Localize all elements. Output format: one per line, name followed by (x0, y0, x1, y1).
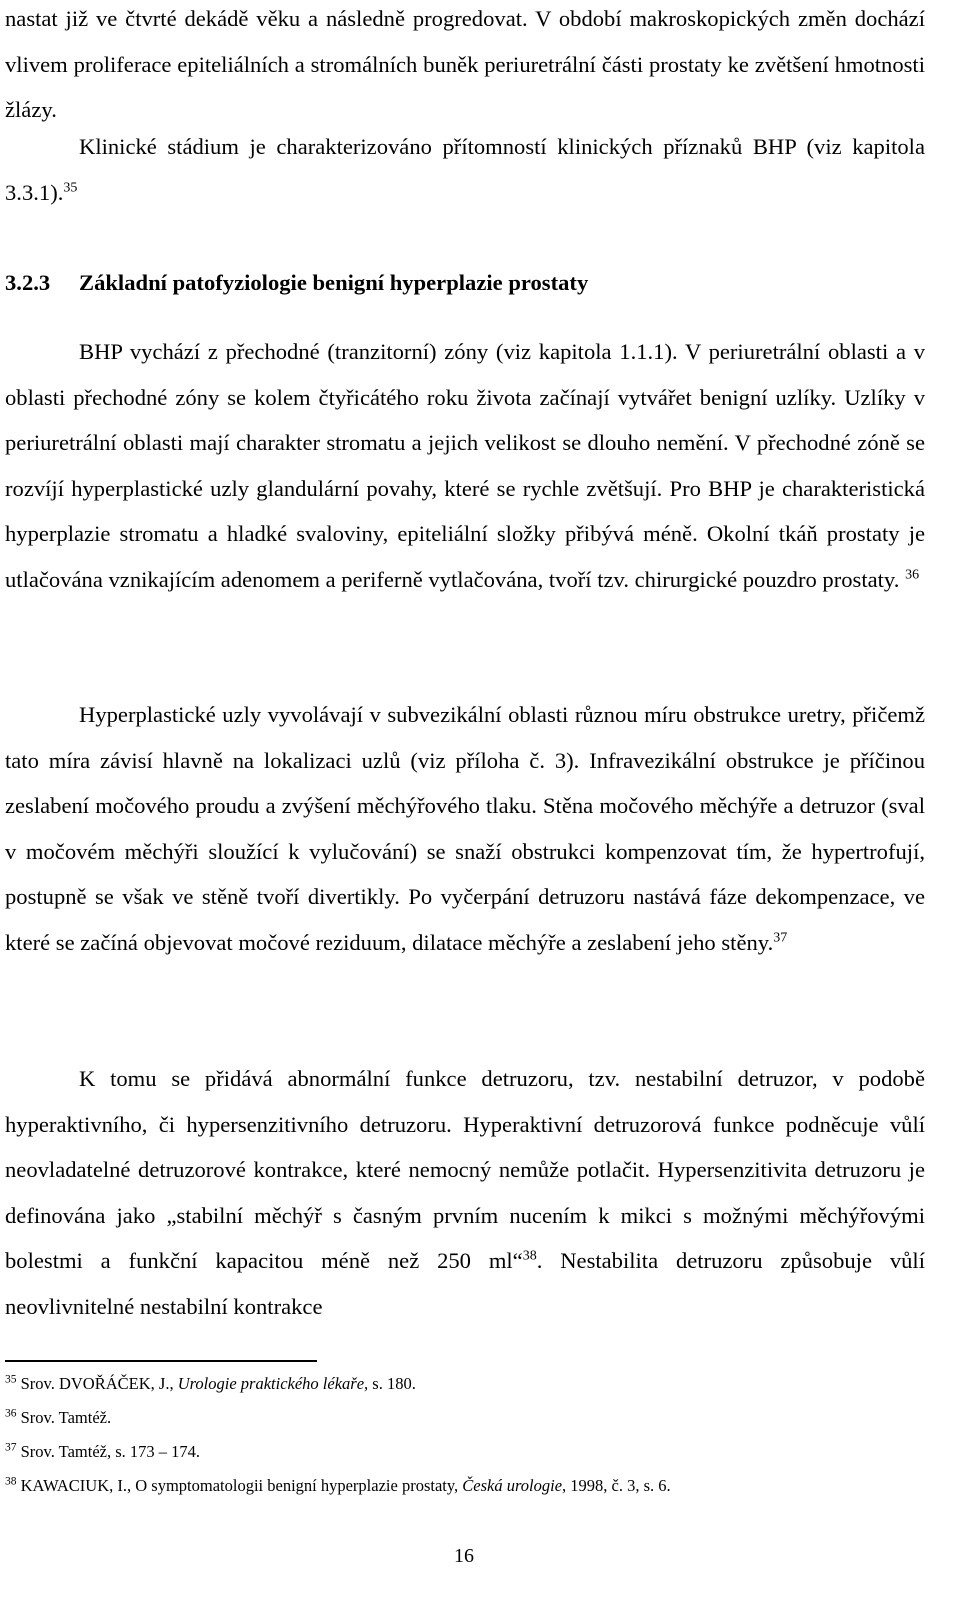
paragraph-text: Hyperplastické uzly vyvolávají v subvezikální oblasti různou míru obstrukce uretry, přičemž tato míra závisí hlavně na lokalizaci uzlů (viz příloha č. 3). Infravezikální obstrukce je příčinou zeslabení močového proudu a zvýšení měchýřového tlaku. Stěna močového měchýře a detruzor (sval v močovém měchýři sloužící k vylučování) se snaží obstrukci kompenzovat tím, že hypertrofují, postupně se však ve stěně tvoří divertikly. Po vyčerpání detruzoru nastává fáze dekompenzace, ve které se začíná objevovat močové reziduum, dilatace měchýře a zeslabení jeho stěny. (5, 702, 925, 955)
paragraph-text: BHP vychází z přechodné (tranzitorní) zóny (viz kapitola 1.1.1). V periuretrální oblasti a v oblasti přechodné zóny se kolem čtyřicátého roku života začínají vytvářet benigní uzlíky. Uzlíky v periuretrální oblasti mají charakter stromatu a jejich velikost se dlouho nemění. V přechodné zóně se rozvíjí hyperplastické uzly glandulární povahy, které se rychle zvětšují. Pro BHP je charakteristická hyperplazie stromatu a hladké svaloviny, epiteliální složky přibývá méně. Okolní tkáň prostaty je utlačována vznikajícím adenomem a periferně vytlačována, tvoří tzv. chirurgické pouzdro prostaty. (5, 339, 925, 592)
section-number: 3.2.3 (5, 270, 51, 295)
footnote-reference[interactable]: 36 (905, 566, 920, 582)
footnote-title: Urologie praktického lékaře, (177, 1374, 369, 1393)
footnote-item (5, 1469, 925, 1503)
paragraph-clinical-stage (5, 124, 925, 215)
footnote-reference[interactable]: 38 (522, 1248, 537, 1264)
footnote-text: KAWACIUK, I., O symptomatologii benigní hyperplazie prostaty, (20, 1476, 463, 1495)
footnote-separator (5, 1360, 317, 1362)
paragraph-text: Klinické stádium je charakterizováno přítomností klinických příznaků BHP (viz kapitola 3.3.1). (5, 134, 925, 205)
paragraph-text: K tomu se přidává abnormální funkce detruzoru, tzv. nestabilní detruzor, v podobě hyperaktivního, či hypersenzitivního detruzoru. Hyperaktivní detruzorová funkce podněcuje vůlí neovladatelné detruzorové kontrakce, které nemocný nemůže potlačit. Hypersenzitivita detruzoru je definována jako „stabilní měchýř s časným prvním nucením k mikci s možnými měchýřovými bolestmi a funkční kapacitou méně než 250 ml“ (5, 1066, 925, 1273)
footnote-text: Srov. Tamtéž, s. 173 – 174. (20, 1442, 201, 1461)
footnote-item (5, 1401, 925, 1435)
footnote-title: Česká urologie (462, 1476, 563, 1495)
footnote-number: 36 (5, 1407, 17, 1420)
section-heading (5, 268, 588, 298)
footnotes (5, 1367, 925, 1503)
paragraph-obstruction (5, 692, 925, 965)
section-title: Základní patofyziologie benigní hyperplazie prostaty (79, 270, 589, 295)
footnote-item (5, 1367, 925, 1401)
paragraph-bhp-origin (5, 329, 925, 602)
paragraph-detrusor (5, 1056, 925, 1329)
footnote-reference[interactable]: 35 (63, 179, 78, 195)
footnote-text: , 1998, č. 3, s. 6. (562, 1476, 671, 1495)
page-number: 16 (454, 1545, 474, 1567)
footnote-reference[interactable]: 37 (773, 929, 788, 945)
footnote-text: Srov. Tamtéž. (20, 1408, 112, 1427)
paragraph-text: . Nestabilita detruzoru způsobuje vůlí neovlivnitelné nestabilní kontrakce (5, 1248, 925, 1319)
footnote-number: 35 (5, 1373, 17, 1386)
footnote-number: 38 (5, 1475, 17, 1488)
footnote-text: s. 180. (368, 1374, 416, 1393)
footnote-text: Srov. DVOŘÁČEK, J., (20, 1374, 178, 1393)
paragraph-text: nastat již ve čtvrté dekádě věku a následně progredovat. V období makroskopických změn dochází vlivem proliferace epiteliálních a stromálních buněk periuretrální části prostaty ke zvětšení hmotnosti žlázy. (5, 6, 925, 122)
paragraph-intro-continuation (5, 0, 925, 133)
footnote-item (5, 1435, 925, 1469)
footnote-number: 37 (5, 1441, 17, 1454)
